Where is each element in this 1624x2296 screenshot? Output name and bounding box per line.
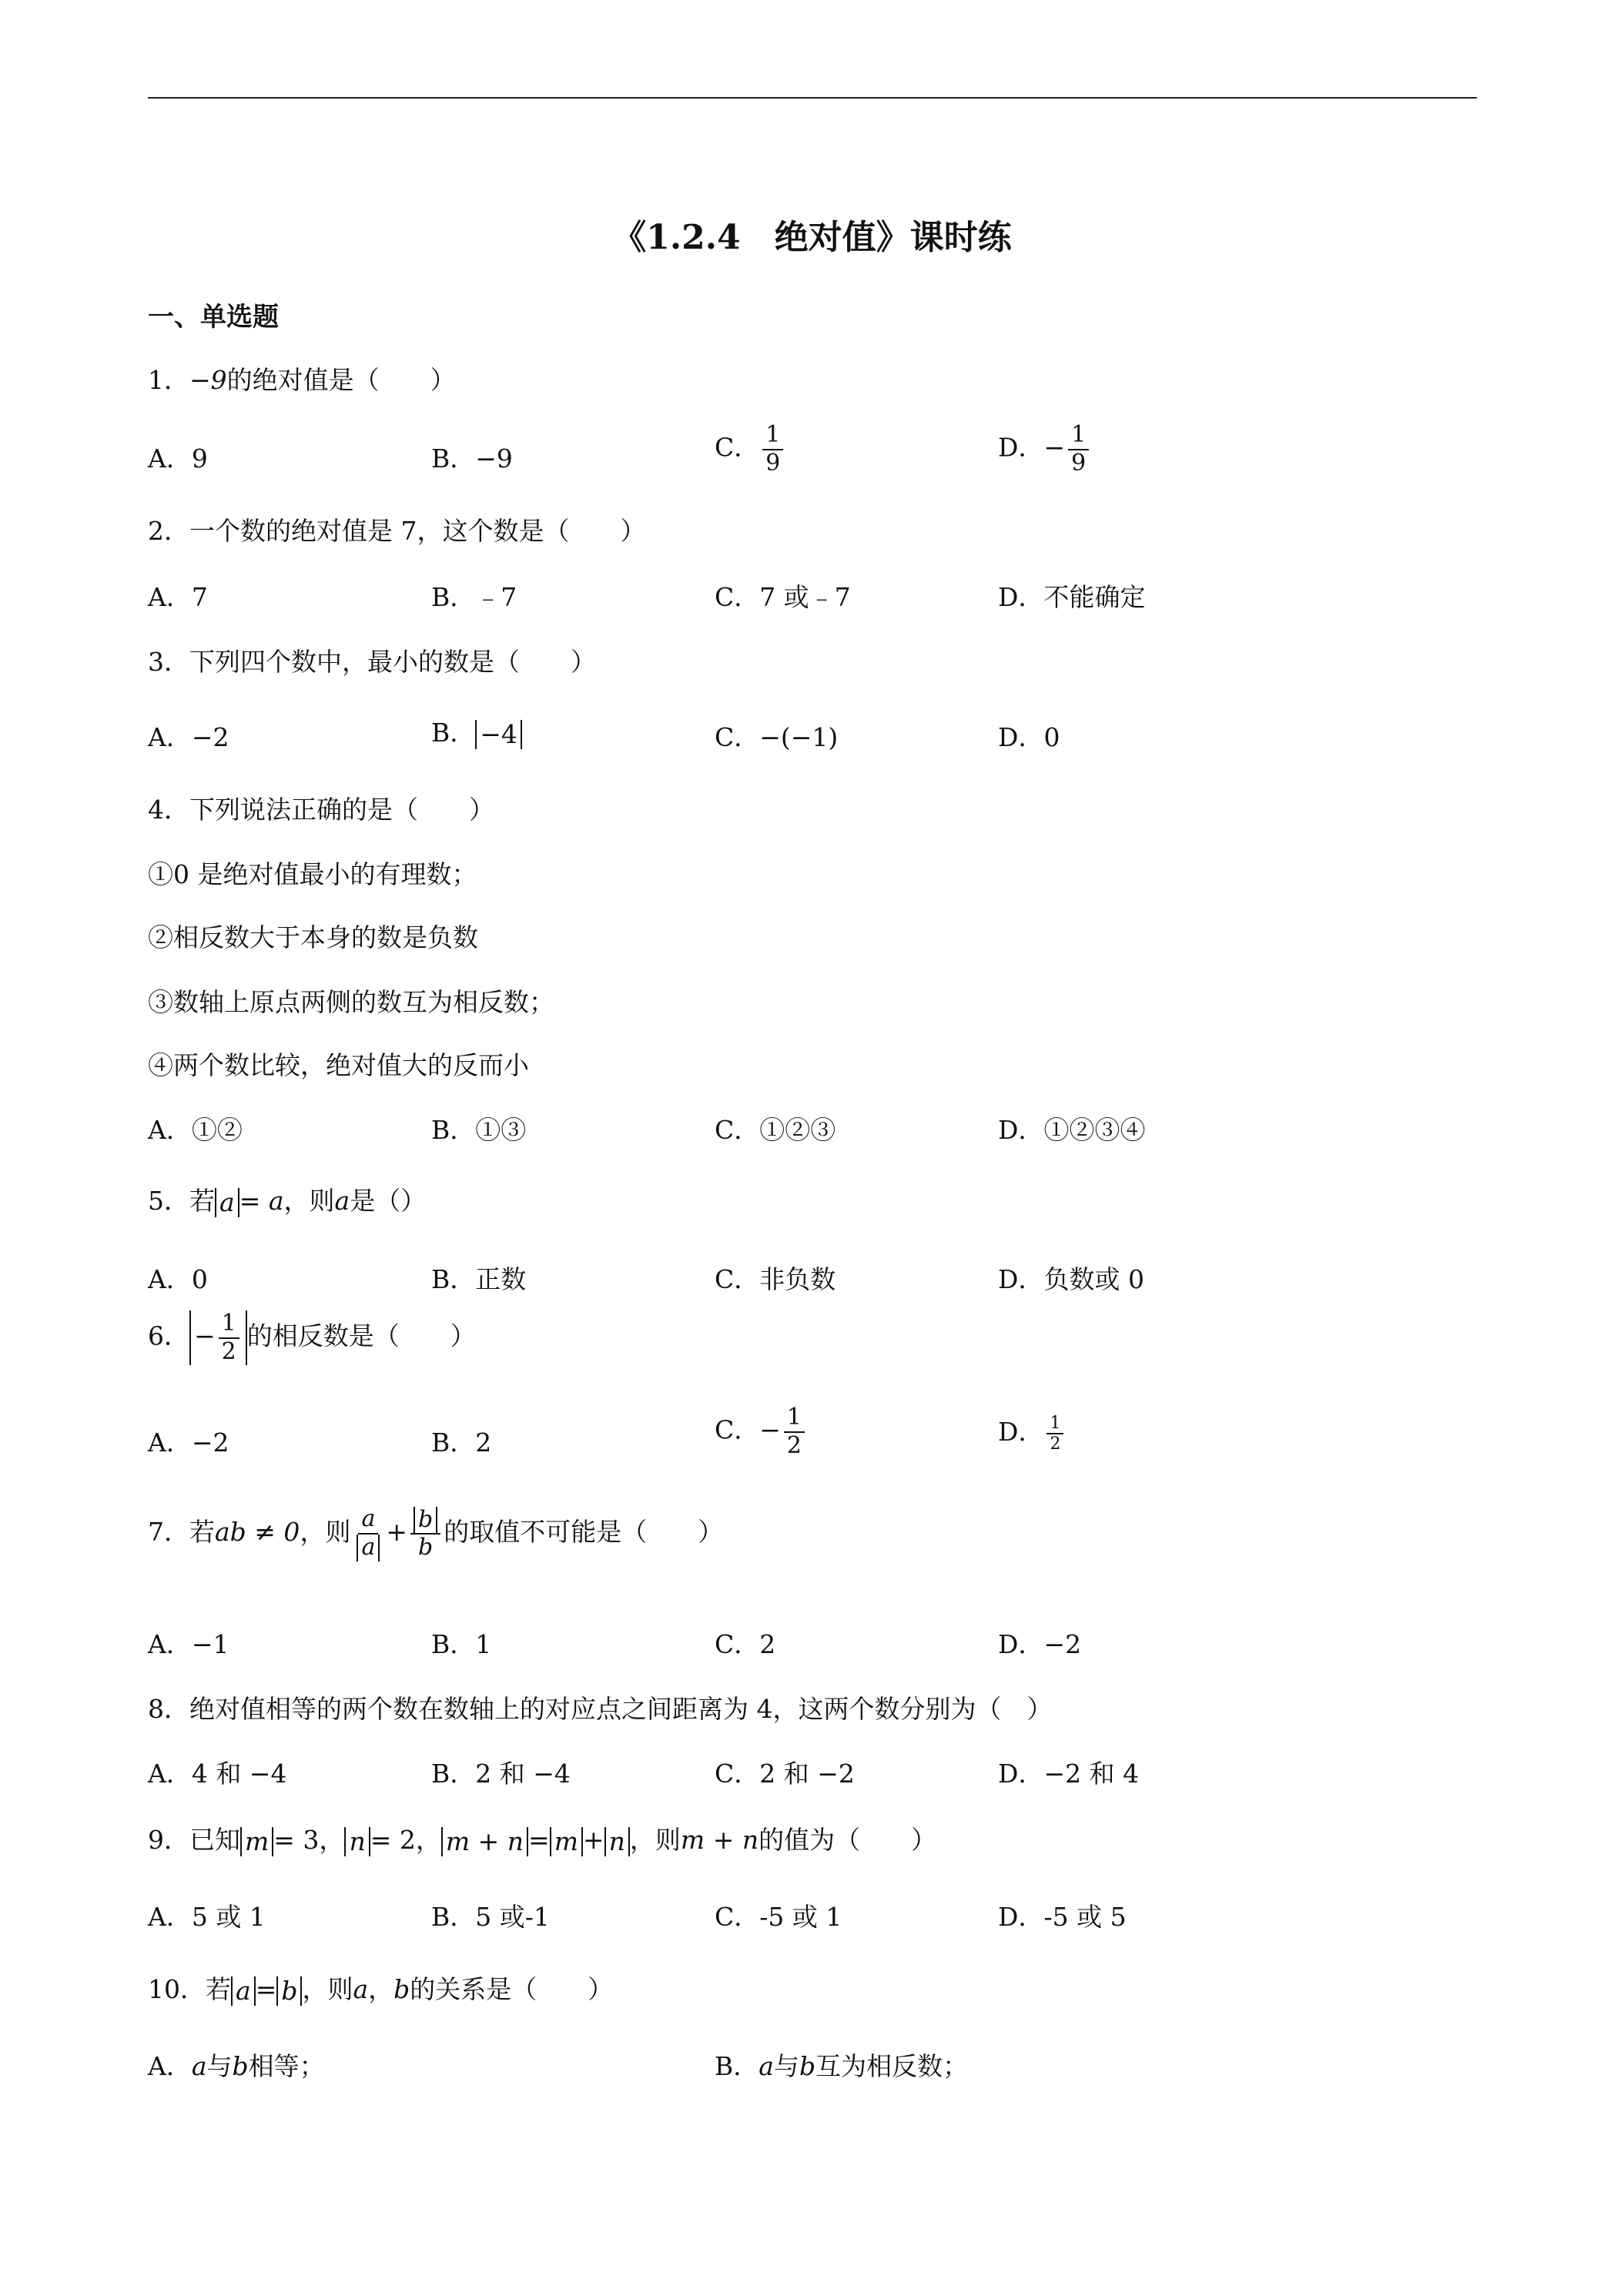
q2-option-d: D．不能确定 <box>998 582 1146 612</box>
q4-statement-3: ③数轴上原点两侧的数互为相反数； <box>148 987 554 1017</box>
q6-option-b: B．2 <box>431 1427 492 1458</box>
q6-option-a: A．−2 <box>148 1427 229 1458</box>
q6-option-c: C．− $\frac{1}{2}$ <box>715 1404 808 1459</box>
q9-option-c: C．-5 或 1 <box>715 1902 842 1932</box>
q2-option-c: C．7 或﹣7 <box>715 582 851 612</box>
q3-option-c: C．−(−1) <box>715 722 839 752</box>
q8-option-a: A．4 和 −4 <box>148 1759 287 1789</box>
q7-option-b: B．1 <box>431 1629 492 1659</box>
q7-option-d: D．−2 <box>998 1629 1082 1659</box>
q9-option-d: D．-5 或 5 <box>998 1902 1127 1932</box>
q8-option-d: D．−2 和 4 <box>998 1759 1140 1789</box>
q4-statement-1: ①0 是绝对值最小的有理数； <box>148 859 477 889</box>
question-8: 8．绝对值相等的两个数在数轴上的对应点之间距离为 4，这两个数分别为（ ） <box>148 1694 1053 1724</box>
section-heading: 一、单选题 <box>148 302 279 333</box>
q5-option-b: B．正数 <box>431 1264 527 1294</box>
q4-option-b: B．①③ <box>431 1115 527 1145</box>
q1-option-a: A．9 <box>148 443 208 474</box>
question-5: 5．若 a = a，则a是（） <box>148 1186 427 1218</box>
header-rule <box>148 97 1477 99</box>
question-3: 3．下列四个数中，最小的数是（ ） <box>148 647 596 677</box>
q9-option-a: A．5 或 1 <box>148 1902 266 1932</box>
question-9: 9．已知 m = 3， n = 2， m + n = m + n ，则m + n的值为（ ） <box>148 1825 937 1857</box>
q1-option-d: D．− $\frac{1}{9}$ <box>998 422 1092 477</box>
q4-option-a: A．①② <box>148 1115 243 1145</box>
q4-statement-4: ④两个数比较，绝对值大的反而小 <box>148 1050 529 1080</box>
q9-option-b: B．5 或-1 <box>431 1902 550 1932</box>
question-10: 10．若 a = b ，则a，b的关系是（ ） <box>148 1974 614 2006</box>
q4-statement-2: ②相反数大于本身的数是负数 <box>148 922 478 952</box>
question-2: 2．一个数的绝对值是 7，这个数是（ ） <box>148 516 646 546</box>
q4-option-c: C．①②③ <box>715 1115 836 1145</box>
q10-option-b: B．a与b互为相反数； <box>715 2051 969 2081</box>
question-4: 4．下列说法正确的是（ ） <box>148 795 494 825</box>
question-6: 6． − $\frac{1}{2}$ 的相反数是（ ） <box>148 1310 476 1365</box>
q3-option-b: B． −4 <box>431 713 522 749</box>
question-1: 1．−9的绝对值是（ ） <box>148 365 456 395</box>
page-title: 《1.2.4 绝对值》课时练 <box>612 218 1012 257</box>
q8-option-b: B．2 和 −4 <box>431 1759 571 1789</box>
q1-option-b: B．−9 <box>431 443 513 474</box>
q2-option-a: A．7 <box>148 582 208 612</box>
q7-option-a: A．−1 <box>148 1629 229 1659</box>
q7-option-c: C．2 <box>715 1629 776 1659</box>
q5-option-a: A．0 <box>148 1264 208 1294</box>
q6-option-d: D． $\frac{1}{2}$ <box>998 1412 1066 1454</box>
q5-option-c: C．非负数 <box>715 1264 836 1294</box>
q5-option-d: D．负数或 0 <box>998 1264 1144 1294</box>
question-7: 7．若ab ≠ 0，则 $\frac{a}{a}$ + $\frac{b}{b}$ 的取值不可能是（ ） <box>148 1505 724 1561</box>
q10-option-a: A．a与b相等； <box>148 2051 325 2081</box>
q8-option-c: C．2 和 −2 <box>715 1759 855 1789</box>
q1-option-c: C． $\frac{1}{9}$ <box>715 422 786 477</box>
q3-option-a: A．−2 <box>148 722 229 752</box>
q4-option-d: D．①②③④ <box>998 1115 1146 1145</box>
q3-option-d: D．0 <box>998 722 1060 752</box>
q2-option-b: B．﹣7 <box>431 582 517 612</box>
